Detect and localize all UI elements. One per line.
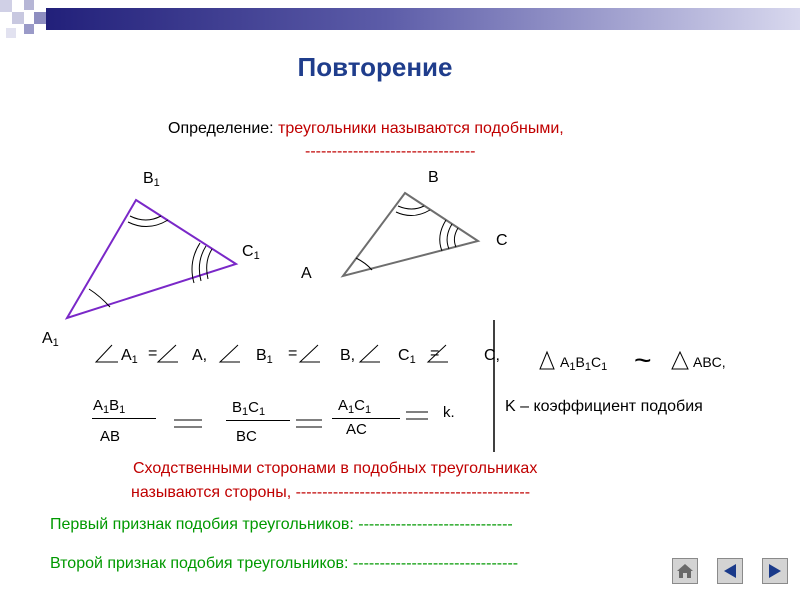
ratio3-line: [332, 418, 400, 419]
label-b1: $B_1$: [143, 170, 160, 189]
triangle-a1b1c1: [67, 200, 236, 318]
angle-arc-b1-2: [128, 220, 168, 227]
prev-arrow-icon: [718, 559, 742, 583]
previous-slide-button[interactable]: [717, 558, 743, 584]
angle-arc-c-2: [447, 224, 452, 249]
page-title: Повторение: [297, 52, 453, 82]
label-c: C: [496, 232, 508, 249]
angle-arc-a1: [89, 289, 110, 307]
angle-arc-c1-1: [207, 249, 212, 279]
ratio2-denominator: BC: [236, 428, 257, 445]
angle-eq-1: =: [148, 345, 158, 362]
definition-text: треугольники называются подобными,: [278, 120, 564, 137]
angle-b: B,: [340, 347, 356, 364]
home-button[interactable]: [672, 558, 698, 584]
label-a1: $A_1$: [42, 330, 59, 349]
angle-symbol-4: [300, 345, 320, 362]
ratio1-line: [92, 418, 156, 419]
criterion-first: Первый признак подобия треугольников: -----------------------------: [50, 516, 513, 533]
angle-a: A,: [192, 347, 208, 364]
label-c1: $C_1$: [242, 243, 260, 262]
similarity-right: ABC,: [693, 354, 726, 370]
angle-arc-b1-1: [130, 216, 161, 220]
angle-c1: $C_1$: [398, 347, 416, 366]
ratio1-numerator: $A_1B_1$: [93, 397, 126, 416]
angle-eq-3: =: [430, 345, 440, 362]
triangle-abc: [343, 193, 478, 276]
ratio2-line: [226, 420, 290, 421]
ratio1-denominator: AB: [100, 428, 121, 445]
definition-blank: --------------------------------: [305, 143, 476, 160]
angle-c: C,: [484, 347, 500, 364]
triangle-symbol-2: [672, 352, 688, 369]
ratio3-denominator: AC: [346, 421, 367, 438]
angle-a1: $A_1$: [121, 347, 138, 366]
corresponding-sides-line1: Сходственными сторонами в подобных треугольниках: [133, 460, 538, 477]
angle-arc-b-1: [398, 206, 424, 209]
label-b: B: [428, 169, 439, 186]
criterion-second: Второй признак подобия треугольников: -------------------------------: [50, 555, 519, 572]
triangle-symbol-1: [540, 352, 554, 369]
corresponding-sides-line2: называются стороны, --------------------------------------------: [131, 484, 531, 501]
angle-symbol-2: [158, 345, 178, 362]
next-slide-button[interactable]: [762, 558, 788, 584]
angle-symbol-3: [220, 345, 240, 362]
ratio2-numerator: $B_1C_1$: [232, 399, 266, 418]
angle-symbol-1: [96, 345, 118, 362]
angle-arc-c1-2: [199, 246, 206, 281]
ratio-k: k.: [443, 404, 455, 421]
ratio3-numerator: $A_1C_1$: [338, 397, 372, 416]
similarity-tilde: ~: [634, 344, 652, 377]
angle-arc-c-1: [454, 228, 458, 247]
definition-label: Определение:: [168, 120, 274, 137]
similarity-left: $A_1B_1C_1$: [560, 354, 608, 373]
home-icon: [673, 559, 697, 583]
angle-eq-2: =: [288, 345, 298, 362]
angle-arc-b-2: [396, 210, 430, 216]
angle-arc-c-3: [440, 220, 446, 251]
label-a: A: [301, 265, 312, 282]
coefficient-text: K – коэффициент подобия: [505, 398, 703, 415]
angle-symbol-5: [360, 345, 380, 362]
angle-b1: $B_1$: [256, 347, 273, 366]
next-arrow-icon: [763, 559, 787, 583]
